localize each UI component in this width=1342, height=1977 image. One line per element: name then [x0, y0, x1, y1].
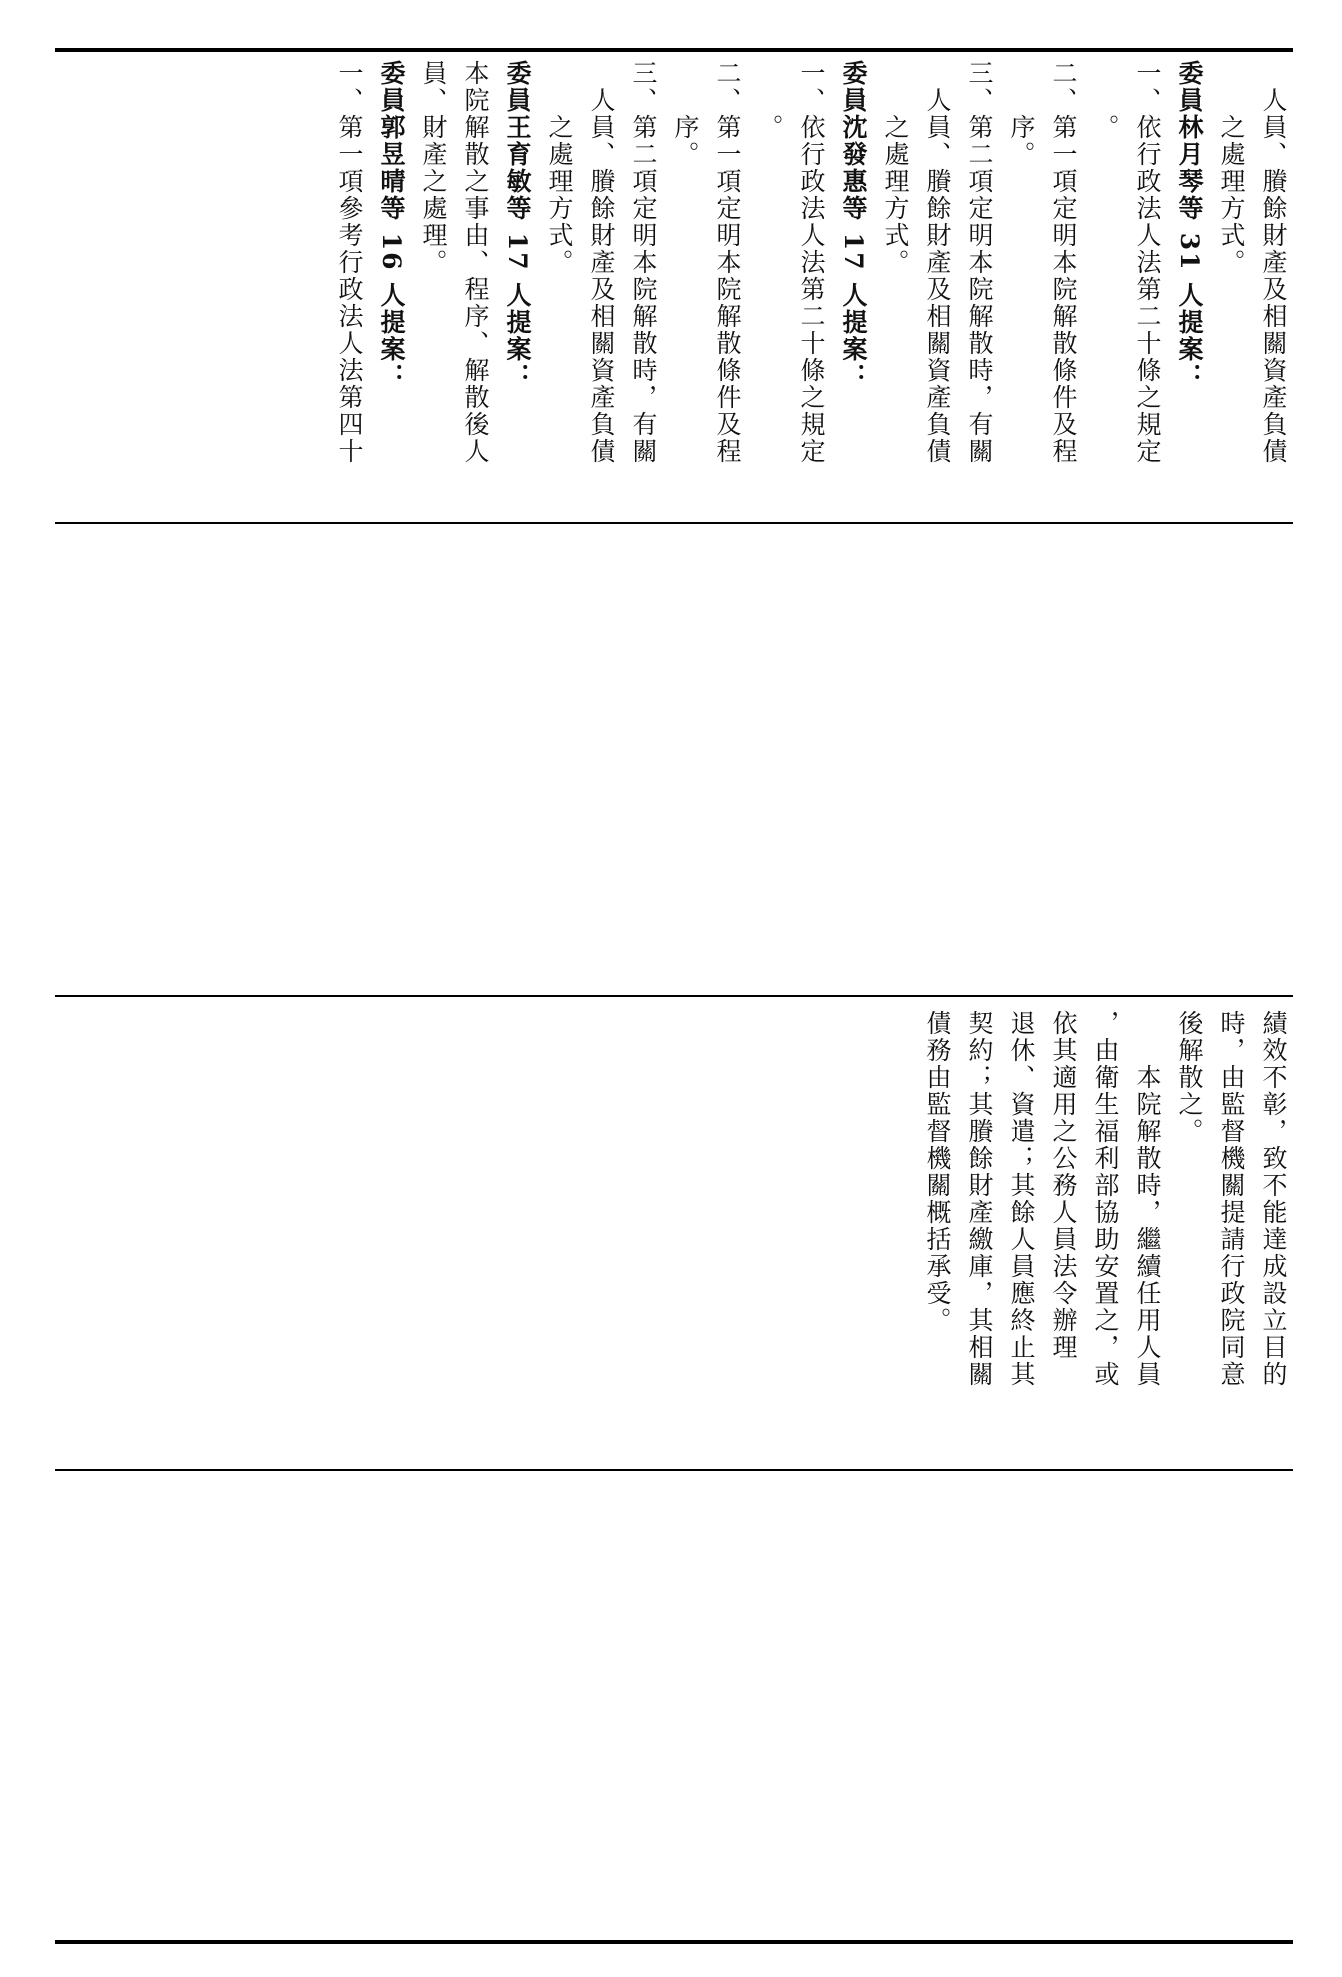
- lower-section-line: ，由衛生福利部協助安置之，或: [1091, 1010, 1120, 1388]
- bottom-rule: [55, 1940, 1293, 1944]
- lower-section-line: 後解散之。: [1175, 1010, 1204, 1145]
- lower-section-top-rule: [55, 995, 1293, 997]
- upper-section-line: 之處理方式。: [881, 114, 910, 276]
- upper-section-line: 一、第一項參考行政法人法第四十: [335, 60, 364, 465]
- upper-section-line: 二、第一項定明本院解散條件及程: [713, 60, 742, 465]
- top-rule: [55, 48, 1293, 52]
- lower-section-line: 債務由監督機關概括承受。: [923, 1010, 952, 1334]
- lower-section-line: 績效不彰，致不能達成設立目的: [1259, 1010, 1288, 1388]
- upper-section-line: 人員、賸餘財產及相關資產負債: [587, 87, 616, 465]
- upper-section-line: 人員、賸餘財產及相關資產負債: [923, 87, 952, 465]
- lower-section-line: 時，由監督機關提請行政院同意: [1217, 1010, 1246, 1388]
- upper-section-line: 本院解散之事由、程序、解散後人: [461, 60, 490, 465]
- upper-section-line: 之處理方式。: [545, 114, 574, 276]
- upper-section-line: 人員、賸餘財產及相關資產負債: [1259, 87, 1288, 465]
- upper-section-bottom-rule: [55, 522, 1293, 524]
- lower-section-line: 依其適用之公務人員法令辦理: [1049, 1010, 1078, 1361]
- upper-section-line: 三、第二項定明本院解散時，有關: [965, 60, 994, 465]
- lower-section-line: 契約；其賸餘財產繳庫，其相關: [965, 1010, 994, 1388]
- upper-section-line: 一、依行政法人法第二十條之規定: [1133, 60, 1162, 465]
- upper-section-line: 。: [755, 114, 784, 141]
- upper-section-line: 委員王育敏等 17 人提案：: [503, 60, 532, 391]
- upper-section-line: 委員沈發惠等 17 人提案：: [839, 60, 868, 391]
- upper-section-line: 二、第一項定明本院解散條件及程: [1049, 60, 1078, 465]
- upper-section-line: 三、第二項定明本院解散時，有關: [629, 60, 658, 465]
- upper-section-line: 序。: [1007, 114, 1036, 168]
- lower-section-line: 退休、資遣；其餘人員應終止其: [1007, 1010, 1036, 1388]
- upper-section-line: 委員郭昱晴等 16 人提案：: [377, 60, 406, 391]
- lower-section-bottom-rule: [55, 1469, 1293, 1471]
- lower-section-line: 本院解散時，繼續任用人員: [1133, 1064, 1162, 1388]
- upper-section-line: 。: [1091, 114, 1120, 141]
- upper-section-line: 之處理方式。: [1217, 114, 1246, 276]
- upper-section-line: 一、依行政法人法第二十條之規定: [797, 60, 826, 465]
- upper-section-line: 委員林月琴等 31 人提案：: [1175, 60, 1204, 391]
- upper-section-line: 序。: [671, 114, 700, 168]
- upper-section-line: 員、財產之處理。: [419, 60, 448, 276]
